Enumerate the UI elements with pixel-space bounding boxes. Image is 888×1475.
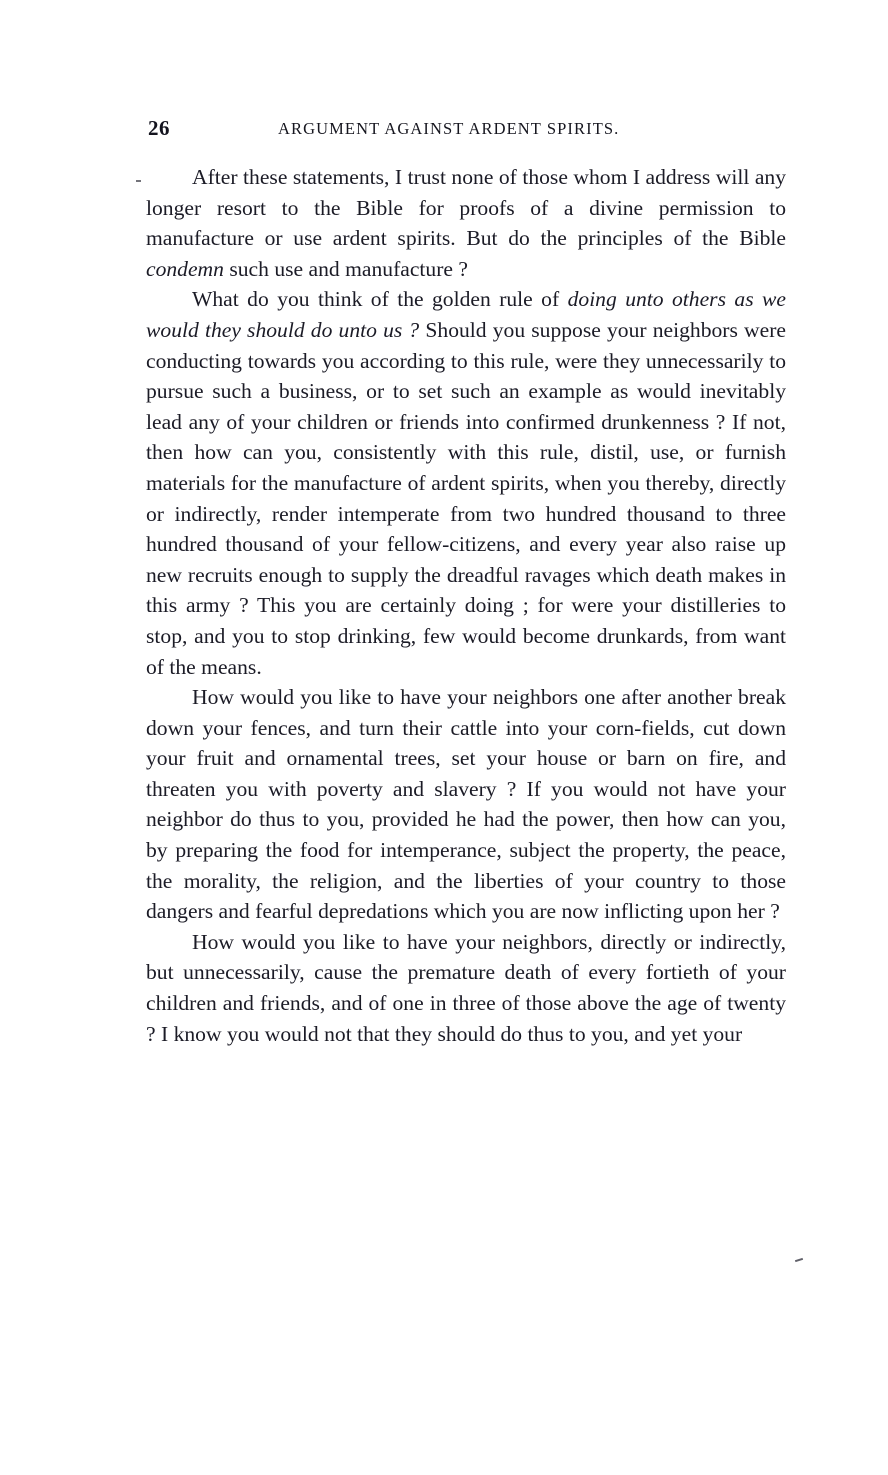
- paragraph-2-emphasis: doing unto others as we would they should do unto us ?: [146, 287, 787, 342]
- paragraph-4: How would you like to have your neighbors, directly or indirectly, but unnecessarily, cause the premature death of every fortieth of your children and friends, and of one in three of those above the age of twenty ? I know you would not that they should do thus to you, and yet your: [146, 929, 786, 1046]
- page-number: 26: [148, 116, 170, 140]
- paragraph-1-emphasis: condemn: [146, 256, 224, 281]
- running-head: ARGUMENT AGAINST ARDENT SPIRITS.: [278, 119, 620, 138]
- paragraph-1-text: After these statements, I trust none of those whom I address will any longer resort to the Bible for proofs of a divine permission to manufacture or use ardent spirits. But do the principles of the Bible: [146, 165, 786, 251]
- paragraph-2-text: What do you think of the golden rule of: [192, 287, 568, 312]
- paragraph-2-tail: Should you suppose your neighbors were conducting towards you according to this rule, were they unnecessarily to pursue such a business, or to set such an example as would inevitably lead any of your children or friends into confirmed drunkenness ? If not, then how can you, consistently with this rule, distil, use, or furnish materials for the manufacture of ardent spirits, when you thereby, directly or indirectly, render intemperate from two hundred thousand to three hundred thousand of your fellow-citizens, and every year also raise up new recruits enough to supply the dreadful ravages which death makes in this army ? This you are certainly doing ; for were your distilleries to stop, and you to stop drinking, few would become drunkards, from want of the means.: [146, 317, 786, 679]
- body-text-column: [146, 162, 786, 1049]
- paragraph-1-tail: such use and manufacture ?: [223, 256, 468, 281]
- paragraph-2: [146, 284, 786, 682]
- page-header: [148, 116, 784, 138]
- paragraph-1: [146, 162, 786, 284]
- paragraph-3: How would you like to have your neighbors one after another break down your fences, and turn their cattle into your corn-fields, cut down your fruit and ornamental trees, set your house or barn on fire, and threaten you with poverty and slavery ? If you would not have your neighbor do thus to you, provided he had the power, then how can you, by preparing the food for intemperance, subject the property, the peace, the morality, the religion, and the liberties of your country to those dangers and fearful depredations which you are now inflicting upon her ?: [146, 685, 786, 924]
- margin-mark-right: [795, 1258, 803, 1262]
- margin-mark-left: [136, 180, 141, 182]
